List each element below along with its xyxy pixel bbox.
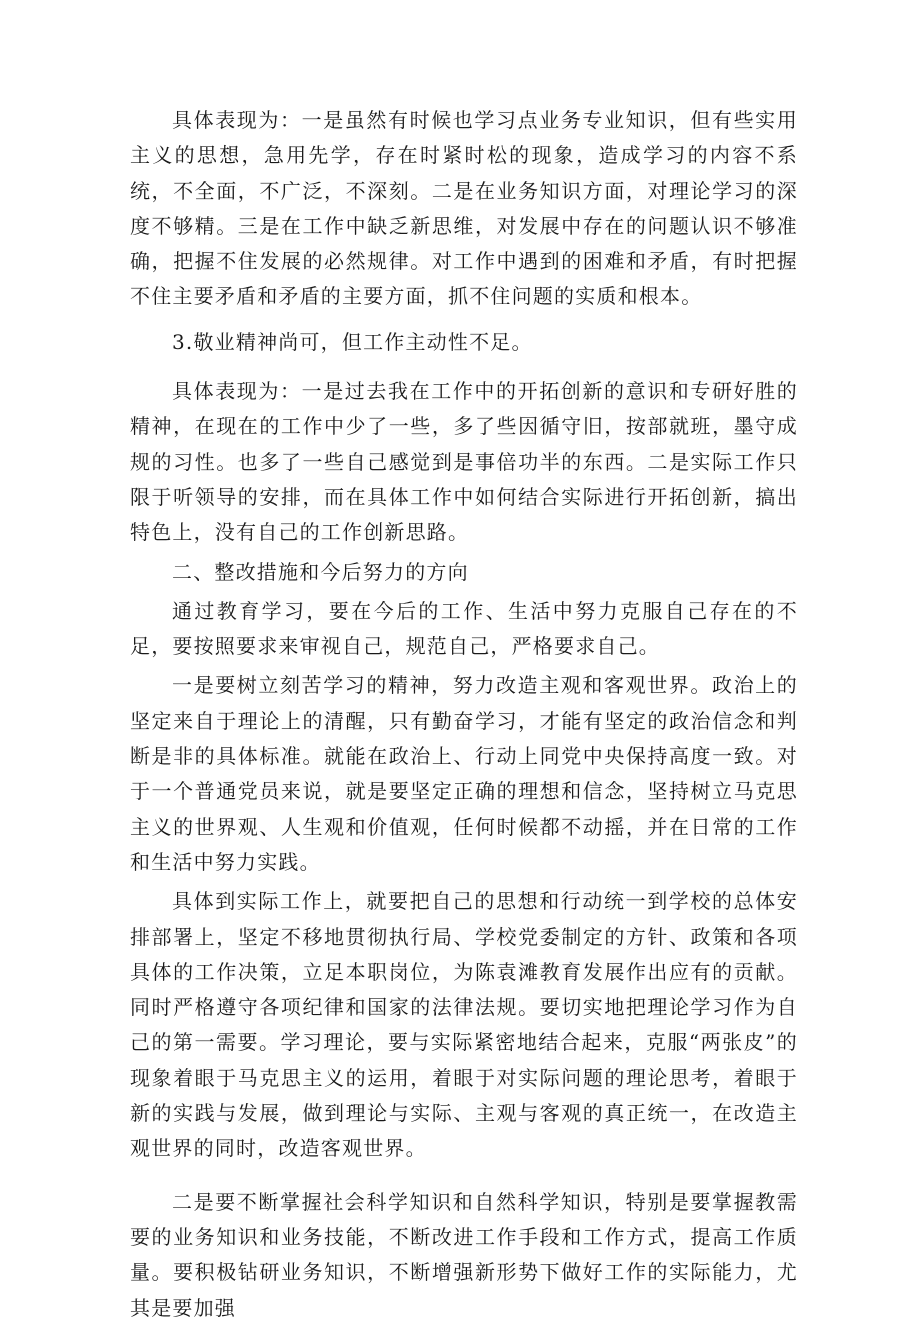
paragraph-practical-work: 具体到实际工作上，就要把自己的思想和行动统一到学校的总体安排部署上，坚定不移地贯彻执行局、学校党委制定的方针、政策和各项具体的工作决策，立足本职岗位，为陈袁滩教育发展作出应有的贡献。同时严格遵守各项纪律和国家的法律法规。要切实地把理论学习作为自己的第一需要。学习理论，要与实际紧密地结合起来，克服“两张皮”的现象着眼于马克思主义的运用，着眼于对实际问题的理论思考，着眼于新的实践与发展，做到理论与实际、主观与客观的真正统一，在改造主观世界的同时，改造客观世界。: [130, 889, 798, 1161]
paragraph-measure-two: 二是要不断掌握社会科学知识和自然科学知识，特别是要掌握教需要的业务知识和业务技能，不断改进工作手段和工作方式，提高工作质量。要积极钻研业务知识，不断增强新形势下做好工作的实际能力，尤其是要加强: [130, 1189, 798, 1320]
paragraph-heading-dedication: 3.敬业精神尚可，但工作主动性不足。: [172, 329, 533, 354]
document-body: [130, 103, 798, 1326]
paragraph-education-study: 通过教育学习，要在今后的工作、生活中努力克服自己存在的不足，要按照要求来审视自己，规范自己，严格要求自己。: [130, 598, 798, 659]
paragraph-specific-manifestation-1: 具体表现为：一是虽然有时候也学习点业务专业知识，但有些实用主义的思想，急用先学，存在时紧时松的现象，造成学习的内容不系统，不全面，不广泛，不深刻。二是在业务知识方面，对理论学习的深度不够精。三是在工作中缺乏新思维，对发展中存在的问题认识不够准确，把握不住发展的必然规律。对工作中遇到的困难和矛盾，有时把握不住主要矛盾和矛盾的主要方面，抓不住问题的实质和根本。: [130, 108, 798, 309]
paragraph-specific-manifestation-2: 具体表现为：一是过去我在工作中的开拓创新的意识和专研好胜的精神，在现在的工作中少了一些，多了些因循守旧，按部就班，墨守成规的习性。也多了一些自己感觉到是事倍功半的东西。二是实际工作只限于听领导的安排，而在具体工作中如何结合实际进行开拓创新，搞出特色上，没有自己的工作创新思路。: [130, 379, 798, 545]
paragraph-measure-one: 一是要树立刻苦学习的精神，努力改造主观和客观世界。政治上的坚定来自于理论上的清醒，只有勤奋学习，才能有坚定的政治信念和判断是非的具体标准。就能在政治上、行动上同党中央保持高度一致。对于一个普通党员来说，就是要坚定正确的理想和信念，坚持树立马克思主义的世界观、人生观和价值观，任何时候都不动摇，并在日常的工作和生活中努力实践。: [130, 673, 798, 874]
section-heading-rectification: 二、整改措施和今后努力的方向: [172, 559, 469, 584]
